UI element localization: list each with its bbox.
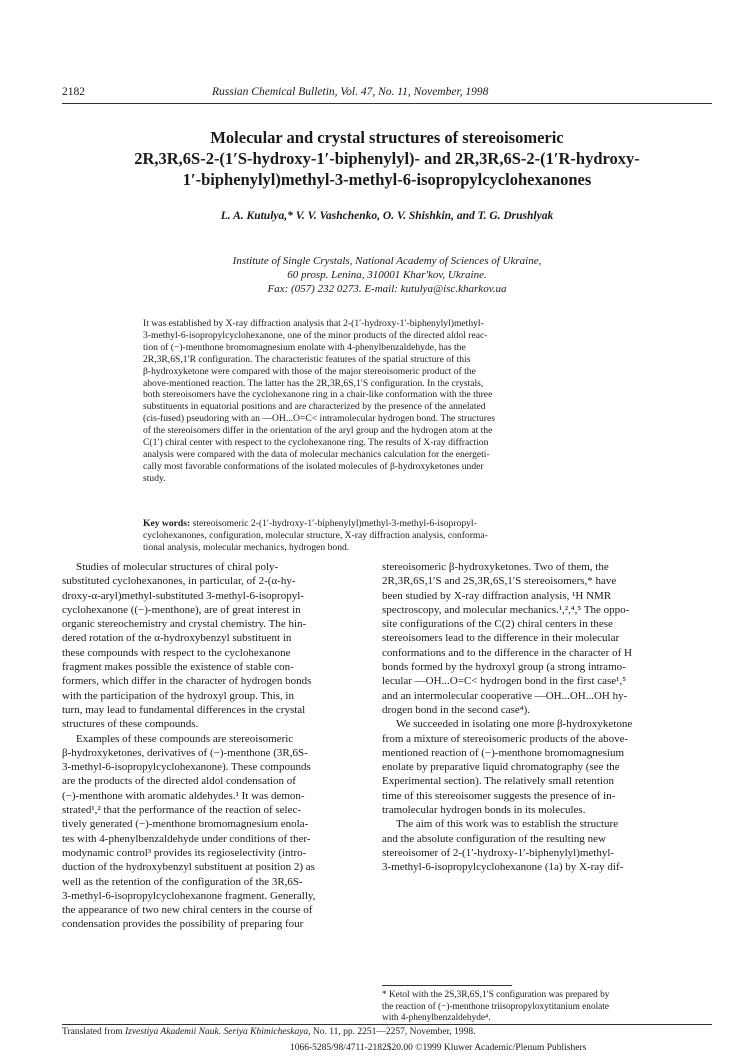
body-line: with the participation of the hydroxyl group. This, in — [62, 689, 294, 702]
body-line: well as the retention of the configuration of the 3R,6S- — [62, 875, 303, 888]
author-list: L. A. Kutulya,* V. V. Vashchenko, O. V. Shishkin, and T. G. Drushlyak — [220, 210, 554, 222]
abstract — [143, 318, 651, 485]
body-line: formers, which differ in the character of hydrogen bonds — [62, 675, 312, 688]
abstract-line: analysis were compared with the data of molecular mechanics calculation for the energeti- — [143, 448, 490, 460]
body-line: and an intermolecular cooperative —OH...OH...OH hy- — [382, 689, 628, 702]
translation-source: Izvestiya Akademii Nauk. Seriya Khimicheskaya — [124, 1027, 309, 1037]
page-number: 2182 — [62, 86, 85, 98]
affiliation-line: Fax: (057) 232 0273. E-mail: kutulya@isc.kharkov.ua — [267, 283, 507, 295]
body-line: tramolecular hydrogen bonds in its molecules. — [382, 804, 586, 817]
body-line: drogen bond in the second case⁴). — [382, 703, 531, 716]
body-line: lecular —OH...O=C< hydrogen bond in the first case¹,⁵ — [382, 675, 627, 688]
abstract-line: study. — [143, 472, 166, 484]
body-line: organic stereochemistry and crystal chemistry. The hin- — [62, 618, 307, 631]
body-line: and the absolute configuration of the resulting new — [382, 832, 606, 845]
body-line: β-hydroxyketones, derivatives of (−)-menthone (3R,6S- — [62, 746, 308, 759]
body-column-left — [62, 560, 359, 932]
abstract-line: of the stereoisomers differ in the orientation of the aryl group and the hydrogen atom at the — [143, 425, 493, 437]
body-line: fragment makes possible the existence of stable con- — [62, 661, 294, 674]
body-line: tes with 4-phenylbenzaldehyde under conditions of ther- — [62, 832, 311, 845]
body-line: Studies of molecular structures of chiral poly- — [76, 561, 279, 573]
abstract-line: both stereoisomers have the cyclohexanone ring in a chair-like conformation with the three — [143, 389, 493, 401]
translation-note — [62, 1027, 712, 1037]
article-title — [40, 127, 734, 190]
title-line: 1′-biphenylyl)methyl-3-methyl-6-isopropylcyclohexanones — [182, 170, 592, 189]
body-line: duction of the hydroxybenzyl substituent at position 2) as — [62, 861, 315, 874]
body-line: stereoisomer of 2-(1′-hydroxy-1′-biphenylyl)methyl- — [382, 846, 615, 859]
abstract-line: C(1′) chiral center with respect to the cyclohexanone ring. The results of X-ray diffraction — [143, 437, 489, 449]
footnote-line: the reaction of (−)-menthone triisopropyloxytitanium enolate — [382, 1001, 610, 1012]
footnote — [382, 990, 722, 1025]
footer-rule — [62, 1024, 712, 1025]
body-line: stereoisomers lead to the difference in their molecular — [382, 632, 620, 645]
abstract-line: 2R,3R,6S,1′R configuration. The characteristic features of the spatial structure of this — [143, 353, 471, 365]
body-line: time of this stereoisomer suggests the presence of in- — [382, 789, 616, 802]
keywords-line: cyclohexanones, configuration, molecular structure, X-ray diffraction analysis, conforma- — [143, 529, 488, 541]
affiliation-line: 60 prosp. Lenina, 310001 Khar′kov, Ukraine. — [287, 269, 487, 281]
body-line: are the products of the directed aldol condensation of — [62, 775, 296, 788]
translation-suffix: , No. 11, pp. 2251—2257, November, 1998. — [308, 1027, 476, 1037]
footnote-line: with 4-phenylbenzaldehyde⁴. — [382, 1013, 491, 1023]
body-line: We succeeded in isolating one more β-hydroxyketone — [396, 718, 633, 731]
abstract-line: cally most favorable conformations of the isolated molecules of β-hydroxyketones under — [143, 460, 484, 472]
keywords-line: tional analysis, molecular mechanics, hydrogen bond. — [143, 541, 350, 553]
body-line: stereoisomeric β-hydroxyketones. Two of them, the — [382, 561, 609, 573]
body-line: substituted cyclohexanones, in particular, of 2-(α-hy- — [62, 575, 296, 588]
body-line: 2R,3R,6S,1′S and 2S,3R,6S,1′S stereoisomers,* have — [382, 575, 617, 588]
body-line: enolate by preparative liquid chromatography (see the — [382, 761, 620, 774]
body-line: strated¹,² that the performance of the reaction of selec- — [62, 804, 302, 817]
body-line: 3-methyl-6-isopropylcyclohexanone). These compounds — [62, 761, 311, 774]
body-line: conformations and to the difference in the character of H — [382, 646, 632, 659]
body-line: modynamic control³ provides its regioselectivity (intro- — [62, 846, 307, 859]
body-line: cyclohexanone ((−)-menthone), are of great interest in — [62, 603, 301, 616]
keywords — [143, 518, 651, 554]
body-line: mentioned reaction of (−)-menthone bromomagnesium — [382, 746, 625, 759]
abstract-line: 3-methyl-6-isopropylcyclohexanone, one of the minor products of the directed aldol reac- — [143, 329, 488, 341]
abstract-line: above-mentioned reaction. The latter has the 2R,3R,6S,1′S configuration. In the crystals, — [143, 377, 484, 389]
body-line: the appearance of two new chiral centers in the course of — [62, 904, 313, 917]
keywords-label: Key words: — [143, 518, 191, 529]
body-line: condensation provides the possibility of preparing four — [62, 918, 304, 931]
abstract-line: β-hydroxyketone were compared with those of the major stereoisomeric product of the — [143, 365, 476, 377]
affiliation-line: Institute of Single Crystals, National Academy of Sciences of Ukraine, — [232, 255, 542, 267]
keywords-line: stereoisomeric 2-(1′-hydroxy-1′-biphenylyl)methyl-3-methyl-6-isopropyl- — [192, 518, 477, 529]
affiliation — [62, 254, 712, 296]
body-line: turn, may lead to fundamental differences in the crystal — [62, 703, 306, 716]
abstract-line: tion of (−)-menthone bromomagnesium enolate with 4-phenylbenzaldehyde, has the — [143, 341, 466, 353]
header-rule — [62, 103, 712, 104]
footnote-line: * Ketol with the 2S,3R,6S,1′S configuration was prepared by — [382, 990, 610, 1000]
abstract-line: substituents in equatorial positions and are characterized by the presence of the annelated — [143, 401, 486, 413]
body-line: dered rotation of the α-hydroxybenzyl substituent in — [62, 632, 292, 645]
body-line: tively generated (−)-menthone bromomagnesium enola- — [62, 818, 309, 831]
body-line: from a mixture of stereoisomeric products of the above- — [382, 732, 629, 745]
body-line: The aim of this work was to establish the structure — [396, 818, 619, 831]
body-line: site configurations of the C(2) chiral centers in these — [382, 618, 613, 631]
body-line: Examples of these compounds are stereoisomeric — [76, 732, 294, 745]
body-line: structures of these compounds. — [62, 718, 199, 731]
body-line: Experimental section). The relatively small retention — [382, 775, 614, 788]
translation-prefix: Translated from — [62, 1027, 125, 1037]
body-line: 3-methyl-6-isopropylcyclohexanone fragment. Generally, — [62, 889, 316, 902]
body-line: been studied by X-ray diffraction analysis, ¹H NMR — [382, 589, 612, 602]
body-line: bonds formed by the hydroxyl group (a strong intramo- — [382, 661, 626, 674]
footnote-rule — [382, 985, 512, 986]
body-line: spectroscopy, and molecular mechanics.¹,²,⁴,⁵ The oppo- — [382, 603, 630, 616]
abstract-line: It was established by X-ray diffraction analysis that 2-(1′-hydroxy-1′-biphenylyl)methyl- — [143, 318, 484, 329]
body-column-right — [382, 560, 712, 875]
issn-copyright: 1066-5285/98/4711-2182$20.00 ©1999 Kluwer Academic/Plenum Publishers — [290, 1043, 587, 1053]
body-line: these compounds with respect to the cyclohexanone — [62, 646, 291, 659]
body-line: (−)-menthone with aromatic aldehydes.¹ It was demon- — [62, 789, 305, 802]
abstract-line: (cis-fused) pseudoring with an —OH...O=C< intramolecular hydrogen bond. The structures — [143, 413, 495, 425]
journal-reference: Russian Chemical Bulletin, Vol. 47, No. 11, November, 1998 — [212, 86, 489, 98]
body-line: droxy-α-aryl)methyl-substituted 3-methyl-6-isopropyl- — [62, 589, 304, 602]
title-line: Molecular and crystal structures of stereoisomeric — [210, 128, 564, 147]
title-line: 2R,3R,6S-2-(1′S-hydroxy-1′-biphenylyl)- and 2R,3R,6S-2-(1′R-hydroxy- — [134, 149, 640, 168]
body-line: 3-methyl-6-isopropylcyclohexanone (1a) by X-ray dif- — [382, 861, 624, 874]
